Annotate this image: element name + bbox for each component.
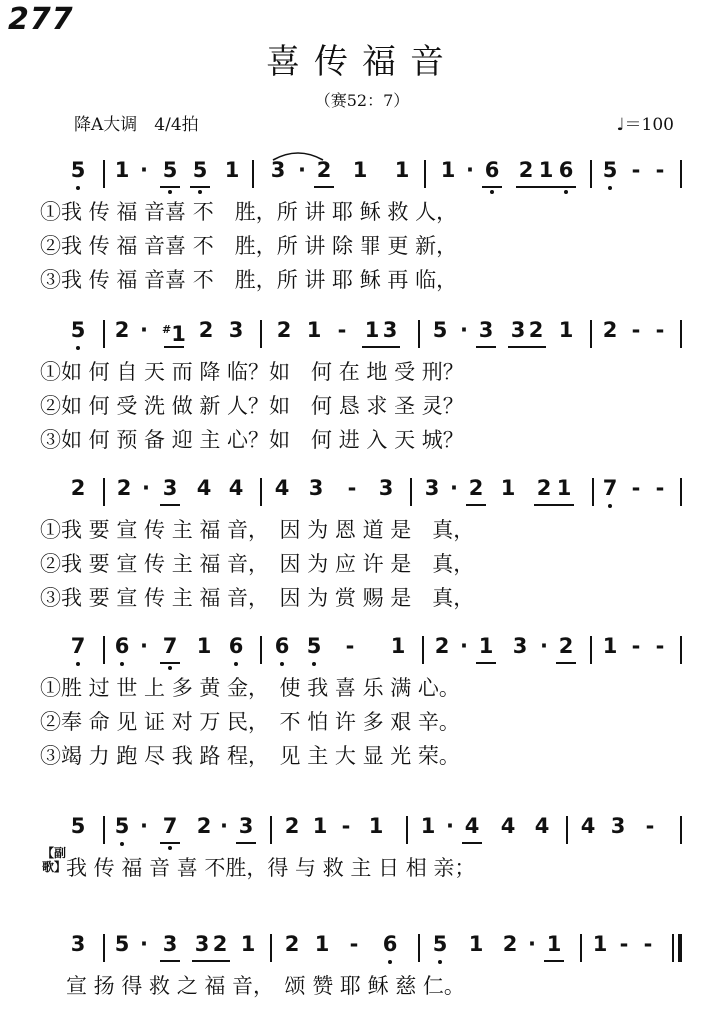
note: 1 bbox=[240, 932, 256, 956]
note: 1 bbox=[558, 318, 574, 342]
hymn-number: 277 bbox=[8, 2, 74, 37]
note: 5 bbox=[70, 158, 86, 182]
note: 2 bbox=[116, 476, 132, 500]
underline bbox=[556, 186, 576, 188]
bar-line bbox=[580, 934, 582, 962]
octave-dot bbox=[280, 662, 284, 666]
note: - bbox=[345, 634, 355, 658]
note: 4 bbox=[228, 476, 244, 500]
note: 1 bbox=[556, 476, 572, 500]
underline bbox=[508, 346, 546, 348]
bar-line bbox=[260, 636, 262, 664]
bar-line bbox=[418, 320, 420, 348]
note: - bbox=[337, 318, 347, 342]
bar-line bbox=[103, 636, 105, 664]
underline bbox=[516, 186, 558, 188]
note: 2 bbox=[276, 318, 292, 342]
note: 2 bbox=[434, 634, 450, 658]
note: - bbox=[349, 932, 359, 956]
note: 3 bbox=[478, 318, 494, 342]
note: 2 bbox=[212, 932, 228, 956]
final-bar-thick bbox=[678, 934, 682, 962]
note: · bbox=[142, 476, 150, 500]
note: 3 bbox=[270, 158, 286, 182]
note: · bbox=[140, 158, 148, 182]
note: 2 bbox=[114, 318, 130, 342]
octave-dot bbox=[388, 960, 392, 964]
note: 6 bbox=[382, 932, 398, 956]
note: 3 bbox=[228, 318, 244, 342]
note: 1 bbox=[478, 634, 494, 658]
note: - bbox=[631, 158, 641, 182]
note: 6 bbox=[558, 158, 574, 182]
lyric-line: ③竭 力 跑 尽 我 路 程， 见 主 大 显 光 荣。 bbox=[40, 744, 460, 768]
note: 2 bbox=[70, 476, 86, 500]
note: 3 bbox=[308, 476, 324, 500]
note: 3 bbox=[162, 932, 178, 956]
note: 1 bbox=[592, 932, 608, 956]
refrain-label: 【副歌】 bbox=[42, 846, 67, 874]
lyric-line: 我 传 福 音 喜 不胜，得 与 救 主 日 相 亲； bbox=[66, 856, 476, 880]
note: - bbox=[655, 158, 665, 182]
bar-line bbox=[680, 478, 682, 506]
bar-line bbox=[424, 160, 426, 188]
key-signature: 降A大调 4/4拍 bbox=[74, 115, 199, 135]
lyric-line: ①我 传 福 音喜 不 胜，所 讲 耶 稣 救 人， bbox=[40, 200, 458, 224]
note: 3 bbox=[424, 476, 440, 500]
octave-dot bbox=[490, 190, 494, 194]
note: 4 bbox=[196, 476, 212, 500]
notation-row-2 bbox=[0, 316, 724, 356]
octave-dot bbox=[608, 504, 612, 508]
note: 1 bbox=[390, 634, 406, 658]
note: 4 bbox=[580, 814, 596, 838]
octave-dot bbox=[312, 662, 316, 666]
note: 6 bbox=[114, 634, 130, 658]
notation-row-6 bbox=[0, 930, 724, 970]
bar-line bbox=[270, 816, 272, 844]
bar-line bbox=[680, 816, 682, 844]
note: 1 bbox=[468, 932, 484, 956]
note: 5 bbox=[432, 318, 448, 342]
lyric-line: ③我 传 福 音喜 不 胜，所 讲 耶 稣 再 临， bbox=[40, 268, 458, 292]
note: 2 bbox=[528, 318, 544, 342]
note: 5 bbox=[70, 318, 86, 342]
note: 7 bbox=[602, 476, 618, 500]
note: 4 bbox=[500, 814, 516, 838]
note: 5 bbox=[114, 814, 130, 838]
underline bbox=[476, 346, 496, 348]
underline bbox=[164, 346, 184, 348]
notation-row-1 bbox=[0, 156, 724, 196]
tempo-marking: ♩＝100 bbox=[616, 115, 674, 135]
note: 3 bbox=[382, 318, 398, 342]
octave-dot bbox=[168, 846, 172, 850]
note: · bbox=[140, 814, 148, 838]
bar-line bbox=[410, 478, 412, 506]
note: · bbox=[140, 318, 148, 342]
note: 1 bbox=[312, 814, 328, 838]
note: · bbox=[140, 634, 148, 658]
notation-row-4 bbox=[0, 632, 724, 672]
note: 7 bbox=[162, 814, 178, 838]
octave-dot bbox=[76, 662, 80, 666]
bar-line bbox=[418, 934, 420, 962]
note: 3 bbox=[70, 932, 86, 956]
note: · bbox=[528, 932, 536, 956]
note: 6 bbox=[484, 158, 500, 182]
note: 3 bbox=[378, 476, 394, 500]
bar-line bbox=[422, 636, 424, 664]
underline bbox=[556, 662, 576, 664]
note: · bbox=[466, 158, 474, 182]
bar-line bbox=[270, 934, 272, 962]
lyric-line: ②我 传 福 音喜 不 胜，所 讲 除 罪 更 新， bbox=[40, 234, 458, 258]
note: 5 bbox=[432, 932, 448, 956]
note: · bbox=[540, 634, 548, 658]
underline bbox=[544, 960, 564, 962]
underline bbox=[236, 842, 256, 844]
note: 6 bbox=[274, 634, 290, 658]
note: 2 bbox=[196, 814, 212, 838]
bar-line bbox=[252, 160, 254, 188]
underline bbox=[160, 842, 180, 844]
note: · bbox=[460, 318, 468, 342]
page-title: 喜传福音 bbox=[266, 42, 458, 82]
lyric-line: ②如 何 受 洗 做 新 人？如 何 恳 求 圣 灵？ bbox=[40, 394, 464, 418]
underline bbox=[192, 960, 230, 962]
note: 1 bbox=[224, 158, 240, 182]
lyric-line: ①我 要 宣 传 主 福 音， 因 为 恩 道 是 真， bbox=[40, 518, 475, 542]
octave-dot bbox=[564, 190, 568, 194]
note: 7 bbox=[162, 634, 178, 658]
octave-dot bbox=[198, 190, 202, 194]
bar-line bbox=[590, 320, 592, 348]
underline bbox=[160, 662, 180, 664]
note: 5 bbox=[192, 158, 208, 182]
note: 5 bbox=[306, 634, 322, 658]
note: 3 bbox=[510, 318, 526, 342]
note: 1 bbox=[538, 158, 554, 182]
note: 1 bbox=[352, 158, 368, 182]
bar-line bbox=[406, 816, 408, 844]
underline bbox=[362, 346, 400, 348]
underline bbox=[314, 186, 334, 188]
notation-row-3 bbox=[0, 474, 724, 514]
lyric-line: ①如 何 自 天 而 降 临？如 何 在 地 受 刑？ bbox=[40, 360, 464, 384]
note: 3 bbox=[194, 932, 210, 956]
bar-line bbox=[260, 478, 262, 506]
note: 3 bbox=[238, 814, 254, 838]
note: 1 bbox=[394, 158, 410, 182]
bar-line bbox=[260, 320, 262, 348]
note: 2 bbox=[602, 318, 618, 342]
note: 3 bbox=[162, 476, 178, 500]
bar-line bbox=[680, 636, 682, 664]
lyric-line: ①胜 过 世 上 多 黄 金， 使 我 喜 乐 满 心。 bbox=[40, 676, 460, 700]
underline bbox=[466, 504, 486, 506]
note: 1 bbox=[364, 318, 380, 342]
note: 5 bbox=[70, 814, 86, 838]
note: - bbox=[341, 814, 351, 838]
lyric-line: ②我 要 宣 传 主 福 音， 因 为 应 许 是 真， bbox=[40, 552, 475, 576]
octave-dot bbox=[168, 666, 172, 670]
note: 5 bbox=[114, 932, 130, 956]
underline bbox=[462, 842, 482, 844]
bar-line bbox=[103, 478, 105, 506]
scripture-reference: （赛52：7） bbox=[314, 91, 410, 110]
octave-dot bbox=[76, 346, 80, 350]
bar-line bbox=[680, 160, 682, 188]
note: 7 bbox=[70, 634, 86, 658]
lyric-line: ③如 何 预 备 迎 主 心？如 何 进 入 天 城？ bbox=[40, 428, 464, 452]
lyric-line: ③我 要 宣 传 主 福 音， 因 为 赏 赐 是 真， bbox=[40, 586, 475, 610]
lyric-line: 宣 扬 得 救 之 福 音， 颂 赞 耶 稣 慈 仁。 bbox=[66, 974, 465, 998]
octave-dot bbox=[234, 662, 238, 666]
bar-line bbox=[566, 816, 568, 844]
note: - bbox=[655, 318, 665, 342]
note: - bbox=[655, 634, 665, 658]
underline bbox=[160, 504, 180, 506]
bar-line bbox=[592, 478, 594, 506]
underline bbox=[160, 186, 180, 188]
note: 1 bbox=[196, 634, 212, 658]
note: 2 bbox=[316, 158, 332, 182]
octave-dot bbox=[76, 186, 80, 190]
note: - bbox=[645, 814, 655, 838]
octave-dot bbox=[438, 960, 442, 964]
note: · bbox=[298, 158, 306, 182]
note: 1 bbox=[420, 814, 436, 838]
note: - bbox=[631, 318, 641, 342]
note: - bbox=[619, 932, 629, 956]
note: 6 bbox=[228, 634, 244, 658]
bar-line bbox=[590, 160, 592, 188]
note: 1 bbox=[500, 476, 516, 500]
octave-dot bbox=[168, 190, 172, 194]
octave-dot bbox=[120, 662, 124, 666]
bar-line bbox=[103, 160, 105, 188]
octave-dot bbox=[608, 186, 612, 190]
note: 3 bbox=[512, 634, 528, 658]
note: 1 bbox=[114, 158, 130, 182]
note: · bbox=[220, 814, 228, 838]
bar-line bbox=[103, 816, 105, 844]
note: 2 bbox=[284, 814, 300, 838]
note: 1 bbox=[602, 634, 618, 658]
underline bbox=[482, 186, 502, 188]
bar-line bbox=[103, 934, 105, 962]
note: - bbox=[655, 476, 665, 500]
note: · bbox=[446, 814, 454, 838]
note: 2 bbox=[536, 476, 552, 500]
underline bbox=[534, 504, 574, 506]
notation-row-5 bbox=[0, 812, 724, 852]
bar-line bbox=[590, 636, 592, 664]
note: - bbox=[643, 932, 653, 956]
note: 5 bbox=[602, 158, 618, 182]
octave-dot bbox=[120, 842, 124, 846]
note: - bbox=[631, 476, 641, 500]
note: 3 bbox=[610, 814, 626, 838]
underline bbox=[160, 960, 180, 962]
note: · bbox=[140, 932, 148, 956]
note: 4 bbox=[464, 814, 480, 838]
note: 2 bbox=[468, 476, 484, 500]
note: 1 bbox=[440, 158, 456, 182]
note: 1 bbox=[306, 318, 322, 342]
note: 4 bbox=[534, 814, 550, 838]
note: 2 bbox=[558, 634, 574, 658]
note: 1 bbox=[314, 932, 330, 956]
underline bbox=[476, 662, 496, 664]
bar-line bbox=[103, 320, 105, 348]
note: 2 bbox=[518, 158, 534, 182]
note: #1 bbox=[162, 322, 186, 346]
final-bar-thin bbox=[672, 934, 674, 962]
lyric-line: ②奉 命 见 证 对 万 民， 不 怕 许 多 艰 辛。 bbox=[40, 710, 460, 734]
note: 4 bbox=[274, 476, 290, 500]
note: 1 bbox=[546, 932, 562, 956]
note: 2 bbox=[198, 318, 214, 342]
note: 2 bbox=[502, 932, 518, 956]
bar-line bbox=[680, 320, 682, 348]
underline bbox=[190, 186, 210, 188]
note: 1 bbox=[368, 814, 384, 838]
note: 5 bbox=[162, 158, 178, 182]
note: · bbox=[450, 476, 458, 500]
note: - bbox=[631, 634, 641, 658]
note: 2 bbox=[284, 932, 300, 956]
note: · bbox=[460, 634, 468, 658]
note: - bbox=[347, 476, 357, 500]
